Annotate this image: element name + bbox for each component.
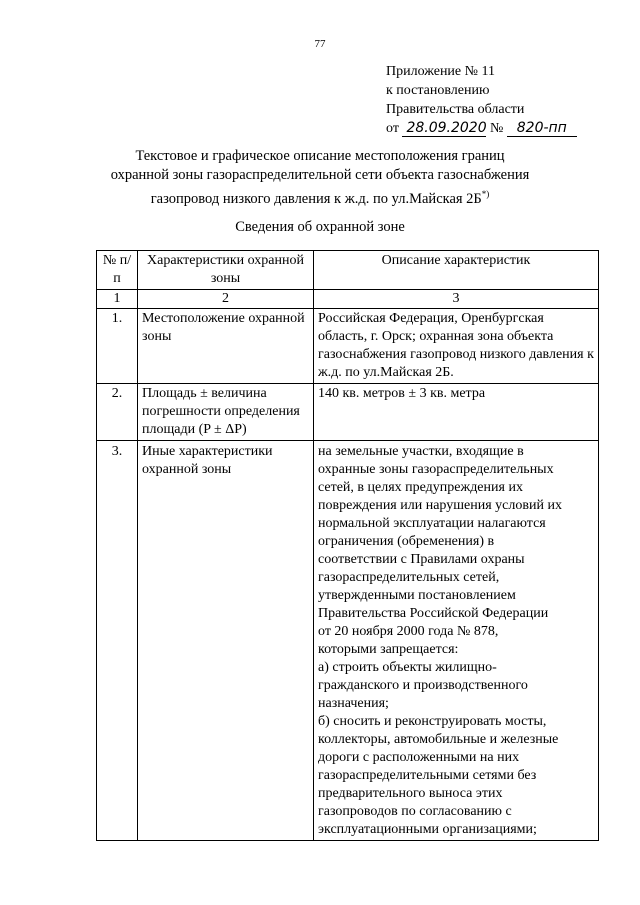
title-line-3-text: газопровод низкого давления к ж.д. по ул.Майская 2Б: [150, 190, 482, 207]
resolution-date: 28.09.2020: [402, 121, 486, 137]
header-characteristics: Характеристики охранной зоны: [138, 251, 314, 290]
row-characteristic: Площадь ± величина погрешности определения площади (P ± ΔP): [138, 384, 314, 441]
description-line: газопроводов по согласованию с: [318, 804, 512, 819]
description-line: б) сносить и реконструировать мосты,: [318, 714, 547, 729]
index-cell-2: 2: [138, 290, 314, 309]
resolution-number: 820-пп: [507, 121, 577, 137]
description-line: назначения;: [318, 696, 389, 711]
table-index-row: [97, 290, 599, 309]
row-number: 1.: [97, 309, 138, 384]
description-line: предварительного выноса этих: [318, 786, 503, 801]
table-row: [97, 441, 599, 841]
description-line: сетей, в целях предупреждения их: [318, 480, 523, 495]
description-line: газораспределительных сетей,: [318, 570, 500, 585]
description-line: ограничения (обременения) в: [318, 534, 495, 549]
description-line: дороги с расположенными на них: [318, 750, 520, 765]
description-line: охранные зоны газораспределительных: [318, 462, 554, 477]
description-line: повреждения или нарушения условий их: [318, 498, 562, 513]
number-label: №: [489, 121, 504, 136]
section-subtitle: Сведения об охранной зоне: [235, 219, 405, 235]
from-label: от: [386, 121, 399, 136]
document-title: [100, 147, 540, 209]
protection-zone-table: [96, 250, 599, 841]
description-line: газораспределительными сетями без: [318, 768, 537, 783]
row-description: 140 кв. метров ± 3 кв. метра: [314, 384, 599, 441]
appendix-block: [386, 62, 577, 138]
description-line: нормальной эксплуатации налагаются: [318, 516, 546, 531]
footnote-mark: *): [481, 189, 490, 199]
table-row: [97, 309, 599, 384]
description-line: эксплуатационными организациями;: [318, 822, 537, 837]
appendix-line-3: Правительства области: [386, 102, 525, 117]
title-line-1: Текстовое и графическое описание местоположения границ: [135, 148, 505, 164]
index-cell-3: 3: [314, 290, 599, 309]
row-description: Российская Федерация, Оренбургская область, г. Орск; охранная зона объекта газоснабжения газопровод низкого давления к ж.д. по ул.Майская 2Б.: [314, 309, 599, 384]
page-number: 77: [314, 38, 326, 50]
description-line: на земельные участки, входящие в: [318, 444, 524, 459]
title-line-3: [100, 185, 540, 209]
description-line: коллекторы, автомобильные и железные: [318, 732, 559, 747]
row-characteristic: Местоположение охранной зоны: [138, 309, 314, 384]
description-line: а) строить объекты жилищно-: [318, 660, 497, 675]
title-line-2: охранной зоны газораспределительной сети объекта газоснабжения: [110, 167, 530, 183]
row-number: 3.: [97, 441, 138, 841]
row-characteristic: Иные характеристики охранной зоны: [138, 441, 314, 841]
header-description: Описание характеристик: [314, 251, 599, 290]
index-cell-1: 1: [97, 290, 138, 309]
header-number: № п/п: [97, 251, 138, 290]
appendix-line-2: к постановлению: [386, 83, 490, 98]
row-description: [314, 441, 599, 841]
table-row: [97, 384, 599, 441]
description-line: Правительства Российской Федерации: [318, 606, 549, 621]
appendix-line-4: [386, 119, 577, 138]
appendix-line-1: Приложение № 11: [386, 64, 495, 79]
description-line: которыми запрещается:: [318, 642, 459, 657]
row-number: 2.: [97, 384, 138, 441]
description-line: гражданского и производственного: [318, 678, 528, 693]
table-header-row: [97, 251, 599, 290]
description-line: от 20 ноября 2000 года № 878,: [318, 624, 499, 639]
description-line: соответствии с Правилами охраны: [318, 552, 525, 567]
description-line: утвержденными постановлением: [318, 588, 516, 603]
